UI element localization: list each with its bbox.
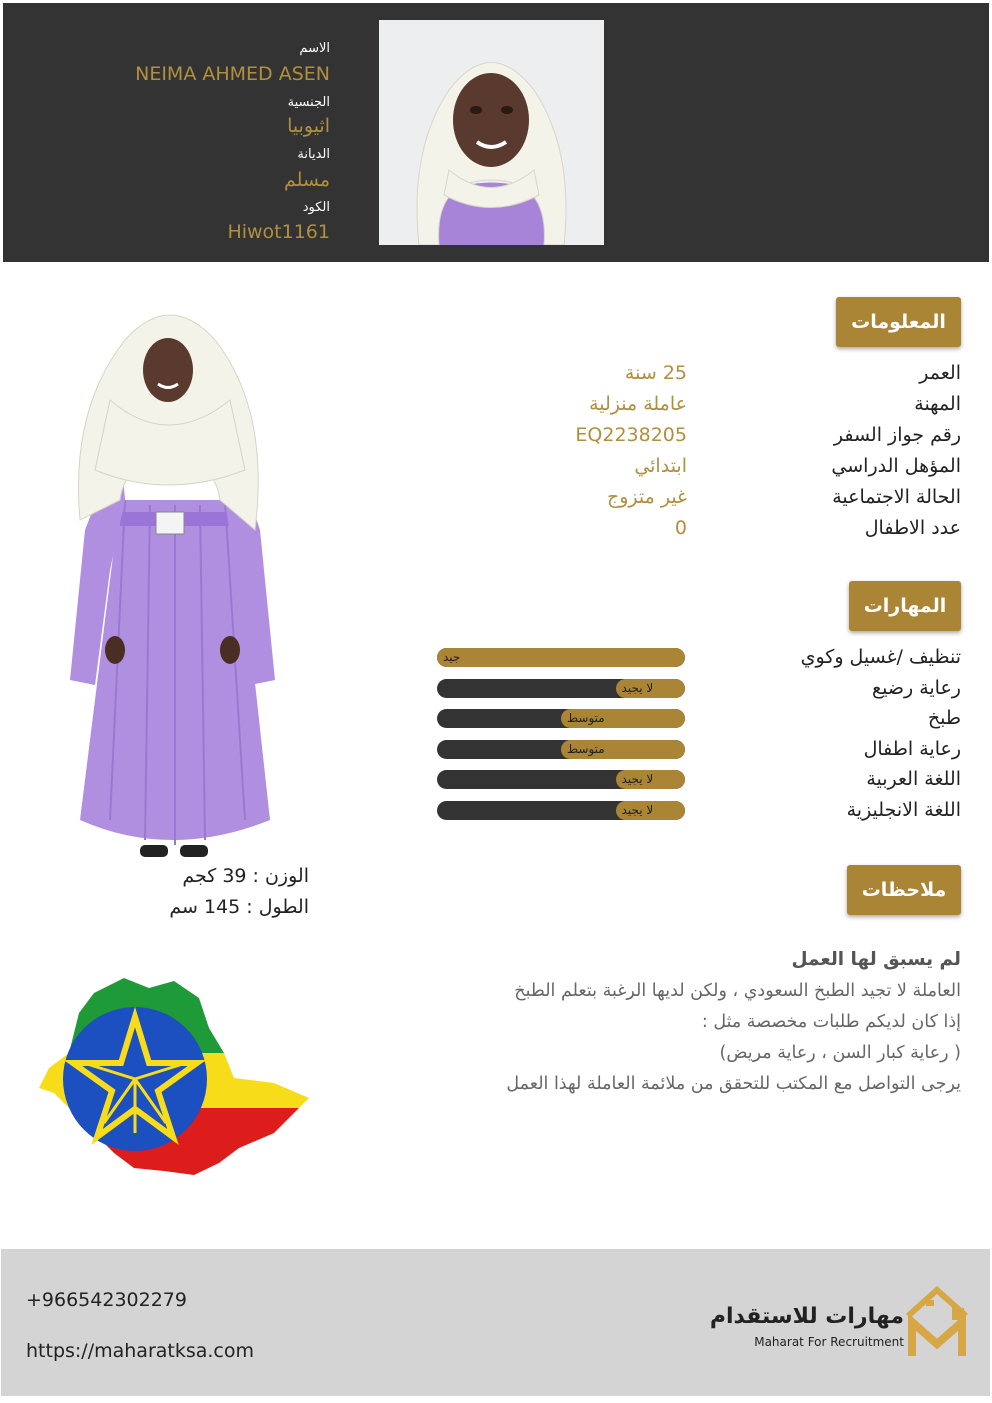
skill-level-text: متوسط <box>567 741 605 756</box>
skill-level-fill <box>437 648 685 667</box>
nationality-label: الجنسية <box>287 95 330 110</box>
info-row-value: عاملة منزلية <box>589 393 687 415</box>
skill-label: رعاية اطفال <box>863 737 961 760</box>
info-row-label: العمر <box>919 362 961 384</box>
info-section-title: المعلومات <box>836 297 961 347</box>
weight-text: الوزن : 39 كجم <box>182 865 309 887</box>
info-row-label: الحالة الاجتماعية <box>832 486 961 508</box>
notes-heading: لم يسبق لها العمل <box>791 949 961 970</box>
skill-level-bar <box>437 709 685 728</box>
company-logo <box>709 1284 970 1364</box>
info-row-value: ابتدائي <box>634 455 687 477</box>
skill-label: اللغة الانجليزية <box>846 798 961 821</box>
info-row-label: رقم جواز السفر <box>833 424 961 446</box>
info-row-value: غير متزوج <box>606 486 687 508</box>
skills-section-title: المهارات <box>849 581 961 631</box>
portrait-photo <box>379 20 604 245</box>
notes-line: العاملة لا تجيد الطبخ السعودي ، ولكن لديها الرغبة بتعلم الطبخ <box>514 981 961 1001</box>
skill-level-bar <box>437 801 685 820</box>
code-value: Hiwot1161 <box>227 221 330 243</box>
info-row-label: المؤهل الدراسي <box>831 455 961 477</box>
skill-label: طبخ <box>927 707 961 729</box>
info-row-value: 25 سنة <box>624 362 687 384</box>
skill-level-bar <box>437 679 685 698</box>
skill-level-text: لا يجيد <box>621 772 654 786</box>
skill-level-text: جيد <box>443 650 461 664</box>
notes-line: ( رعاية كبار السن ، رعاية مريض) <box>719 1043 961 1063</box>
info-row-value: 0 <box>674 517 687 539</box>
height-text: الطول : 145 سم <box>169 896 309 918</box>
skill-level-text: لا يجيد <box>621 680 654 695</box>
info-row-label: عدد الاطفال <box>864 517 961 539</box>
skill-level-bar <box>437 648 685 667</box>
name-value: NEIMA AHMED ASEN <box>135 63 330 85</box>
skill-level-bar <box>437 740 685 759</box>
phone-number[interactable]: +966542302279 <box>26 1289 187 1311</box>
skill-level-text: لا يجيد <box>621 802 654 817</box>
religion-label: الديانة <box>297 147 330 162</box>
skill-label: رعاية رضيع <box>872 676 961 699</box>
logo-arabic-text: مهارات للاستقدام <box>709 1304 904 1329</box>
info-row-label: المهنة <box>914 393 961 415</box>
website-link[interactable]: https://maharatksa.com <box>26 1340 255 1362</box>
skill-label: اللغة العربية <box>866 768 961 790</box>
notes-line: يرجى التواصل مع المكتب للتحقق من ملائمة العاملة لهذا العمل <box>506 1074 961 1094</box>
code-label: الكود <box>302 200 330 215</box>
skill-label: تنظيف /غسيل وكوي <box>800 646 961 668</box>
notes-section-title: ملاحظات <box>847 865 961 915</box>
name-label: الاسم <box>299 41 330 56</box>
skill-level-text: متوسط <box>567 711 605 725</box>
logo-english-text: Maharat For Recruitment <box>754 1335 904 1349</box>
full-body-photo <box>40 300 300 860</box>
ethiopia-flag-map <box>34 973 314 1178</box>
nationality-value: اثيوبيا <box>287 115 330 137</box>
info-row-value: EQ2238205 <box>575 424 687 446</box>
house-logo-icon <box>906 1286 968 1360</box>
skill-level-bar <box>437 770 685 789</box>
notes-line: إذا كان لديكم طلبات مخصصة مثل : <box>701 1012 961 1032</box>
religion-value: مسلم <box>283 169 330 191</box>
